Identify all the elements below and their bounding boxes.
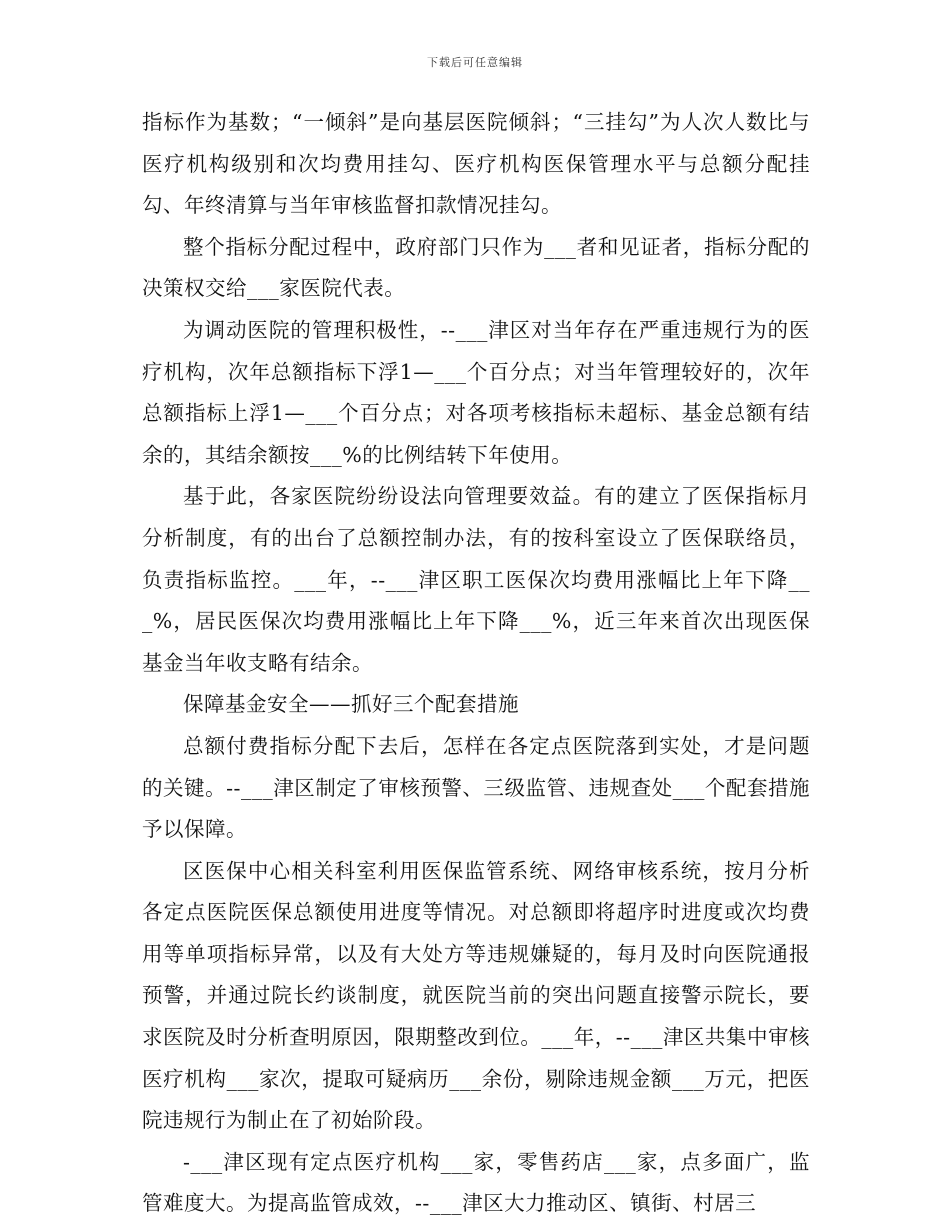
paragraph: -___津区现有定点医疗机构___家，零售药店___家，点多面广，监管难度大。为提高监管成效，--___津区大力推动区、镇街、村居三 <box>142 1149 810 1216</box>
page-header: 下载后可任意编辑 <box>427 56 523 69</box>
paragraph: 为调动医院的管理积极性，--___津区对当年存在严重违规行为的医疗机构，次年总额指标下浮1—___个百分点；对当年管理较好的，次年总额指标上浮1—___个百分点；对各项考核指标未超标、基金总额有结余的，其结余额按___%的比例结转下年使用。 <box>142 317 810 467</box>
paragraph: 总额付费指标分配下去后，怎样在各定点医院落到实处，才是问题的关键。--___津区制定了审核预警、三级监管、违规查处___个配套措施予以保障。 <box>142 733 810 842</box>
paragraph-continuation: 指标作为基数；“一倾斜”是向基层医院倾斜；“三挂勾”为人次人数比与医疗机构级别和次均费用挂勾、医疗机构医保管理水平与总额分配挂勾、年终清算与当年审核监督扣款情况挂勾。 <box>142 110 810 218</box>
paragraph: 区医保中心相关科室利用医保监管系统、网络审核系统，按月分析各定点医院医保总额使用进度等情况。对总额即将超序时进度或次均费用等单项指标异常，以及有大处方等违规嫌疑的，每月及时向医院通报预警，并通过院长约谈制度，就医院当前的突出问题直接警示院长，要求医院及时分析查明原因，限期整改到位。___年，--___津区共集中审核医疗机构___家次，提取可疑病历___余份，剔除违规金额___万元，把医院违规行为制止在了初始阶段。 <box>142 858 810 1133</box>
paragraph: 整个指标分配过程中，政府部门只作为___者和见证者，指标分配的决策权交给___家医院代表。 <box>142 234 810 301</box>
section-heading: 保障基金安全——抓好三个配套措施 <box>183 692 519 717</box>
document-body <box>142 102 810 1225</box>
paragraph: 基于此，各家医院纷纷设法向管理要效益。有的建立了医保指标月分析制度，有的出台了总额控制办法，有的按科室设立了医保联络员，负责指标监控。___年，--___津区职工医保次均费用涨幅比上年下降___%，居民医保次均费用涨幅比上年下降___%，近三年来首次出现医保基金当年收支略有结余。 <box>142 484 810 675</box>
